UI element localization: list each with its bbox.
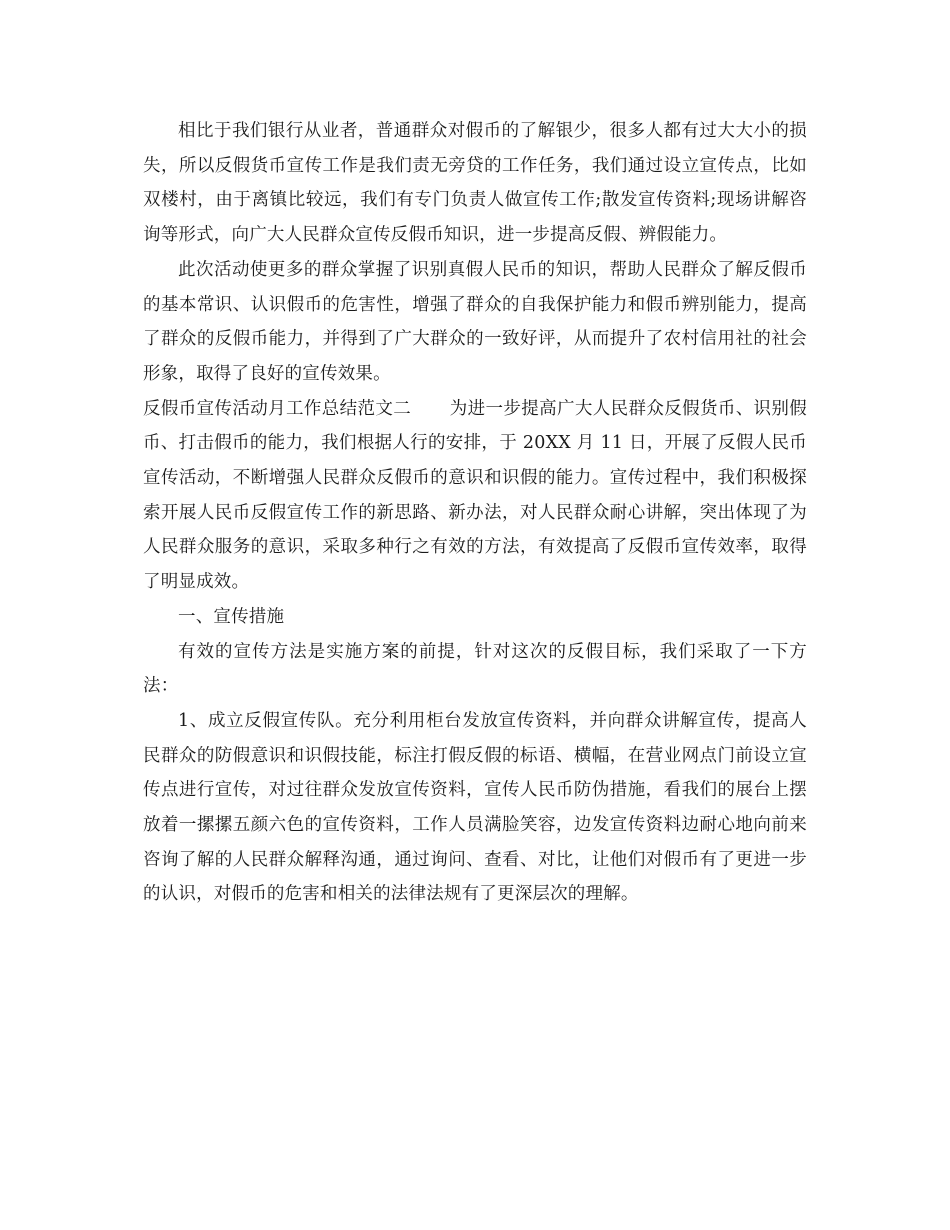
section-paragraph — [143, 392, 807, 600]
paragraph-intro: 相比于我们银行从业者，普通群众对假币的了解银少，很多人都有过大大小的损失，所以反假货币宣传工作是我们责无旁贷的工作任务，我们通过设立宣传点，比如双楼村，由于离镇比较远，我们有专门负责人做宣传工作;散发宣传资料;现场讲解咨询等形式，向广大人民群众宣传反假币知识，进一步提高反假、辨假能力。 — [143, 121, 807, 246]
section-body: 为进一步提高广大人民群众反假货币、识别假币、打击假币的能力，我们根据人行的安排，于 20XX 月 11 日，开展了反假人民币宣传活动，不断增强人民群众反假币的意识和识假的能力。宣传过程中，我们积极探索开展人民币反假宣传工作的新思路、新办法，对人民群众耐心讲解，突出体现了为人民群众服务的意识，采取多种行之有效的方法，有效提高了反假币宣传效率，取得了明显成效。 — [143, 398, 808, 593]
heading-measures: 一、宣传措施 — [178, 606, 285, 627]
paragraph-methods: 有效的宣传方法是实施方案的前提，针对这次的反假目标，我们采取了一下方法： — [143, 641, 807, 697]
document-body — [143, 114, 807, 912]
paragraph-effect: 此次活动使更多的群众掌握了识别真假人民币的知识，帮助人民群众了解反假币的基本常识、认识假币的危害性，增强了群众的自我保护能力和假币辨别能力，提高了群众的反假币能力，并得到了广大群众的一致好评，从而提升了农村信用社的社会形象，取得了良好的宣传效果。 — [143, 259, 807, 384]
paragraph-item-1: 1、成立反假宣传队。充分利用柜台发放宣传资料，并向群众讲解宣传，提高人民群众的防假意识和识假技能，标注打假反假的标语、横幅，在营业网点门前设立宣传点进行宣传，对过往群众发放宣传资料，宣传人民币防伪措施，看我们的展台上摆放着一摞摞五颜六色的宣传资料，工作人员满脸笑容，边发宣传资料边耐心地向前来咨询了解的人民群众解释沟通，通过询问、查看、对比，让他们对假币有了更进一步的认识，对假币的危害和相关的法律法规有了更深层次的理解。 — [143, 710, 807, 905]
section-title: 反假币宣传活动月工作总结范文二 — [143, 398, 412, 419]
